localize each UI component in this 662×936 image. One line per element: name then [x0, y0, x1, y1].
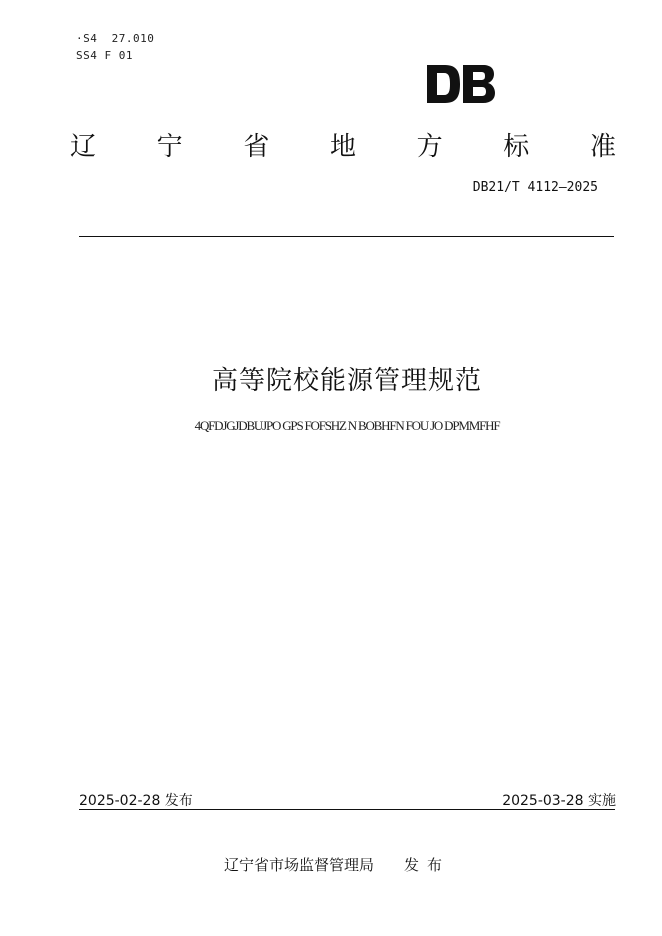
category-char: 辽 [70, 131, 97, 162]
issue-date: 2025-02-28 发布 [79, 793, 193, 809]
document-title: 高等院校能源管理规范 [211, 366, 482, 396]
standard-number: DB21/T 4112—2025 [472, 180, 598, 195]
db-logo [425, 64, 497, 104]
category-char: 标 [503, 131, 530, 162]
category-char: 准 [589, 131, 616, 162]
issuer-name: 辽宁省市场监督管理局 [224, 856, 375, 874]
issue-word: 发布 [404, 856, 451, 874]
bottom-divider [79, 809, 615, 810]
standard-category-title [70, 124, 616, 164]
issuer-line [224, 854, 450, 875]
category-char: 宁 [156, 131, 183, 162]
category-char: 方 [416, 131, 443, 162]
top-divider [79, 236, 614, 237]
category-char: 地 [329, 131, 356, 162]
document-subtitle: 4QFDJGJDBUJPO GPS FOFSHZ N BOBHFN FOU JO DPMMFHF [194, 418, 500, 433]
implementation-date: 2025-03-28 实施 [502, 793, 616, 809]
ccs-code: SS4 F 01 [76, 49, 133, 62]
ics-code: ·S4 27.010 [76, 32, 155, 45]
category-char: 省 [243, 131, 270, 162]
